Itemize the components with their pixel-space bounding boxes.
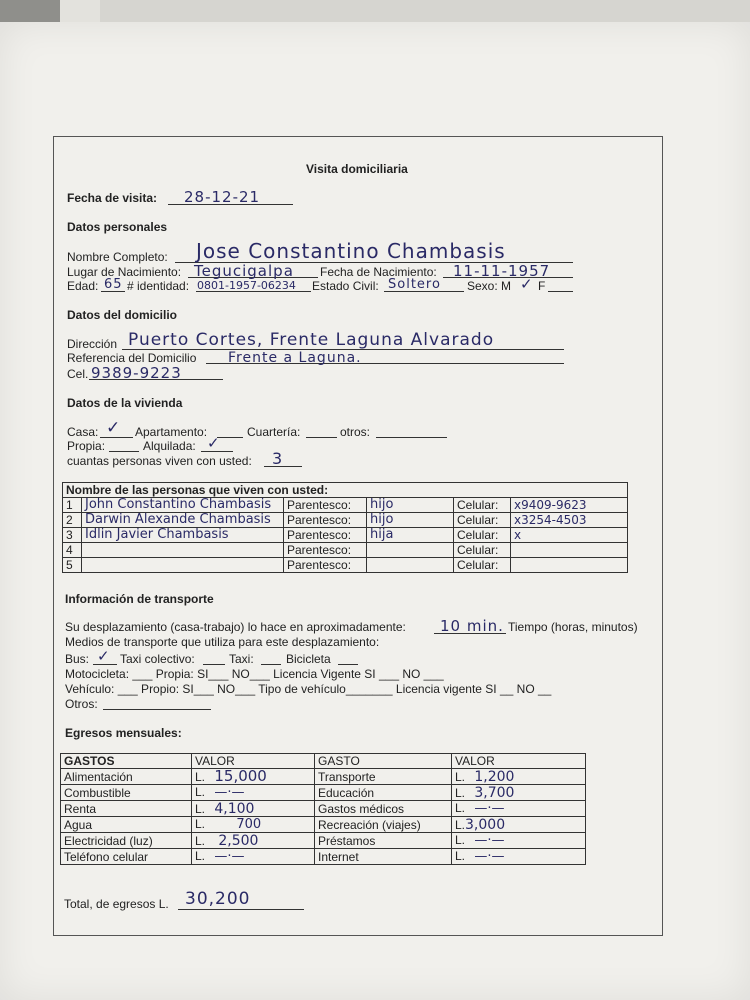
expense-left: Teléfono celular xyxy=(61,849,192,865)
residents-heading: Nombre de las personas que viven con usted: xyxy=(63,483,628,498)
value-text: 700 xyxy=(236,817,262,832)
civil-label: Estado Civil: xyxy=(312,279,379,293)
gasto-header: GASTO xyxy=(315,754,452,769)
resident-name[interactable]: Darwin Alexande Chambasis xyxy=(82,513,284,528)
bicicleta-line xyxy=(338,664,358,665)
currency-label: L. xyxy=(455,817,466,832)
means-label: Medios de transporte que utiliza para este desplazamiento: xyxy=(65,635,380,649)
table-row xyxy=(61,833,586,849)
currency-label: L. xyxy=(195,770,206,784)
row-number: 3 xyxy=(63,528,82,543)
reference-label: Referencia del Domicilio xyxy=(67,351,197,365)
cuarteria-label: Cuartería: xyxy=(247,425,301,439)
transport-heading: Información de transporte xyxy=(65,592,214,606)
total-label: Total, de egresos L. xyxy=(64,897,169,911)
sex-label: Sexo: M xyxy=(467,279,512,293)
value-text: 15,000 xyxy=(214,767,267,785)
expense-right: Gastos médicos xyxy=(315,801,452,817)
direction-label: Dirección xyxy=(67,337,118,351)
currency-label: L. xyxy=(455,849,466,863)
people-label: cuantas personas viven con usted: xyxy=(67,454,252,468)
civil-value[interactable]: Soltero xyxy=(388,277,441,292)
expense-right: Educación xyxy=(315,785,452,801)
personal-heading: Datos personales xyxy=(67,220,168,234)
cuarteria-line xyxy=(306,437,337,438)
expense-left-value[interactable] xyxy=(192,801,315,817)
total-value[interactable]: 30,200 xyxy=(185,889,251,909)
value-text: 2,500 xyxy=(218,832,259,849)
otros-label: otros: xyxy=(340,425,371,439)
table-row xyxy=(63,513,628,528)
value-text: —·— xyxy=(474,833,505,848)
resident-cell[interactable] xyxy=(511,558,628,573)
relation-label: Parentesco: xyxy=(284,558,367,573)
relation-label: Parentesco: xyxy=(284,543,367,558)
people-value[interactable]: 3 xyxy=(272,449,284,468)
taxi-label: Taxi: xyxy=(229,652,254,666)
alquilada-label: Alquilada: xyxy=(143,439,196,453)
value-text: —·— xyxy=(214,849,245,864)
currency-label: L. xyxy=(195,833,206,848)
visit-date-label: Fecha de visita: xyxy=(67,191,158,205)
currency-label: L. xyxy=(195,785,206,799)
row-number: 5 xyxy=(63,558,82,573)
resident-relation[interactable]: hija xyxy=(367,528,454,543)
phone-label: Cel. xyxy=(67,367,89,381)
expense-left-value[interactable] xyxy=(192,817,315,833)
cell-label: Celular: xyxy=(454,528,511,543)
expense-right: Transporte xyxy=(315,769,452,785)
table-row xyxy=(63,528,628,543)
value-text: 1,200 xyxy=(474,768,515,785)
bicicleta-label: Bicicleta xyxy=(286,652,331,666)
expense-left-value[interactable] xyxy=(192,849,315,865)
reference-value[interactable]: Frente a Laguna. xyxy=(228,350,362,366)
row-number: 2 xyxy=(63,513,82,528)
resident-relation[interactable]: hijo xyxy=(367,513,454,528)
age-label: Edad: xyxy=(67,279,99,293)
casa-label: Casa: xyxy=(67,425,99,439)
id-value[interactable]: 0801-1957-06234 xyxy=(197,279,296,292)
address-heading: Datos del domicilio xyxy=(67,308,178,322)
expense-right: Préstamos xyxy=(315,833,452,849)
value-text: —·— xyxy=(474,849,505,864)
expense-left: Alimentación xyxy=(61,769,192,785)
commute-value[interactable]: 10 min. xyxy=(440,617,504,635)
expense-right-value[interactable] xyxy=(452,833,586,849)
name-label: Nombre Completo: xyxy=(67,250,168,264)
valor2-header: VALOR xyxy=(452,754,586,769)
vehiculo-line: Vehículo: ___ Propio: SI___ NO___ Tipo de vehículo_______ Licencia vigente SI __ NO __ xyxy=(65,682,552,696)
form-title: Visita domiciliaria xyxy=(306,162,408,176)
expense-left-value[interactable] xyxy=(192,785,315,801)
expense-left: Agua xyxy=(61,817,192,833)
cell-label: Celular: xyxy=(454,558,511,573)
resident-cell[interactable] xyxy=(511,543,628,558)
currency-label: L. xyxy=(455,769,466,784)
resident-cell[interactable]: x xyxy=(511,528,628,543)
birthdate-label: Fecha de Nacimiento: xyxy=(320,265,437,279)
expense-left-value[interactable] xyxy=(192,833,315,849)
taxi-colectivo-line xyxy=(203,664,225,665)
cell-label: Celular: xyxy=(454,543,511,558)
taxi-colectivo-label: Taxi colectivo: xyxy=(120,652,195,666)
value-text: —·— xyxy=(214,785,245,800)
row-number: 1 xyxy=(63,498,82,513)
valor-header: VALOR xyxy=(192,754,315,769)
cell-label: Celular: xyxy=(454,498,511,513)
currency-label: L. xyxy=(195,817,206,831)
expenses-heading: Egresos mensuales: xyxy=(65,726,182,740)
table-row xyxy=(61,801,586,817)
value-text: 3,000 xyxy=(465,816,506,833)
resident-name[interactable]: Idlin Javier Chambasis xyxy=(82,528,284,543)
sex-m-check-icon[interactable]: ✓ xyxy=(520,275,534,293)
bus-check-icon[interactable]: ✓ xyxy=(97,647,111,665)
bus-label: Bus: xyxy=(65,652,90,666)
moto-line: Motocicleta: ___ Propia: SI___ NO___ Licencia Vigente SI ___ NO ___ xyxy=(65,667,444,681)
expense-left: Combustible xyxy=(61,785,192,801)
expense-left-value[interactable] xyxy=(192,769,315,785)
currency-label: L. xyxy=(195,801,206,816)
total-line xyxy=(178,909,304,910)
visit-date-value[interactable]: 28-12-21 xyxy=(184,188,261,206)
commute-unit: Tiempo (horas, minutos) xyxy=(508,620,638,634)
resident-name[interactable] xyxy=(82,543,284,558)
currency-label: L. xyxy=(195,849,206,863)
resident-cell[interactable]: x3254-4503 xyxy=(511,513,628,528)
apartamento-label: Apartamento: xyxy=(135,425,208,439)
residents-table xyxy=(62,482,628,573)
propia-label: Propia: xyxy=(67,439,106,453)
id-label: # identidad: xyxy=(127,279,190,293)
table-row xyxy=(61,769,586,785)
value-text: 3,700 xyxy=(474,784,515,801)
apartamento-line xyxy=(217,437,243,438)
table-row xyxy=(63,543,628,558)
resident-relation[interactable]: hijo xyxy=(367,498,454,513)
expense-right: Recreación (viajes) xyxy=(315,817,452,833)
resident-name[interactable]: John Constantino Chambasis xyxy=(82,498,284,513)
commute-label: Su desplazamiento (casa-trabajo) lo hace en aproximadamente: xyxy=(65,620,406,634)
expense-right-value[interactable] xyxy=(452,817,586,833)
gastos-header: GASTOS xyxy=(61,754,192,769)
table-row xyxy=(61,817,586,833)
currency-label: L. xyxy=(455,801,466,815)
otros-line xyxy=(376,437,447,438)
sex-f-label: F xyxy=(538,279,546,293)
birthdate-value[interactable]: 11-11-1957 xyxy=(453,262,551,280)
name-value[interactable]: Jose Constantino Chambasis xyxy=(196,239,506,263)
relation-label: Parentesco: xyxy=(284,513,367,528)
birthplace-label: Lugar de Nacimiento: xyxy=(67,265,182,279)
resident-relation[interactable] xyxy=(367,558,454,573)
cell-label: Celular: xyxy=(454,513,511,528)
currency-label: L. xyxy=(455,785,466,800)
propia-line xyxy=(109,451,139,452)
sex-f-line xyxy=(548,291,573,292)
expense-right-value[interactable] xyxy=(452,769,586,785)
value-text: 4,100 xyxy=(214,800,255,817)
phone-value[interactable]: 9389-9223 xyxy=(91,364,182,382)
expense-right: Internet xyxy=(315,849,452,865)
relation-label: Parentesco: xyxy=(284,498,367,513)
expenses-table xyxy=(60,753,586,865)
table-row xyxy=(63,498,628,513)
housing-heading: Datos de la vivienda xyxy=(67,396,183,410)
table-row xyxy=(63,558,628,573)
casa-check-icon[interactable]: ✓ xyxy=(106,418,122,438)
currency-label: L. xyxy=(455,833,466,847)
relation-label: Parentesco: xyxy=(284,528,367,543)
expense-right-value[interactable] xyxy=(452,849,586,865)
expense-right-value[interactable] xyxy=(452,801,586,817)
row-number: 4 xyxy=(63,543,82,558)
transport-otros-line xyxy=(103,709,211,710)
expense-left: Renta xyxy=(61,801,192,817)
resident-relation[interactable] xyxy=(367,543,454,558)
taxi-line xyxy=(261,664,281,665)
table-row xyxy=(61,849,586,865)
resident-cell[interactable]: x9409-9623 xyxy=(511,498,628,513)
value-text: —·— xyxy=(474,801,505,816)
table-row xyxy=(61,785,586,801)
birthplace-value[interactable]: Tegucigalpa xyxy=(194,262,294,280)
expense-left: Electricidad (luz) xyxy=(61,833,192,849)
transport-otros-label: Otros: xyxy=(65,697,98,711)
age-value[interactable]: 65 xyxy=(104,277,123,292)
expense-right-value[interactable] xyxy=(452,785,586,801)
resident-name[interactable] xyxy=(82,558,284,573)
alquilada-check-icon[interactable]: ✓ xyxy=(207,434,221,452)
direction-value[interactable]: Puerto Cortes, Frente Laguna Alvarado xyxy=(128,330,495,350)
